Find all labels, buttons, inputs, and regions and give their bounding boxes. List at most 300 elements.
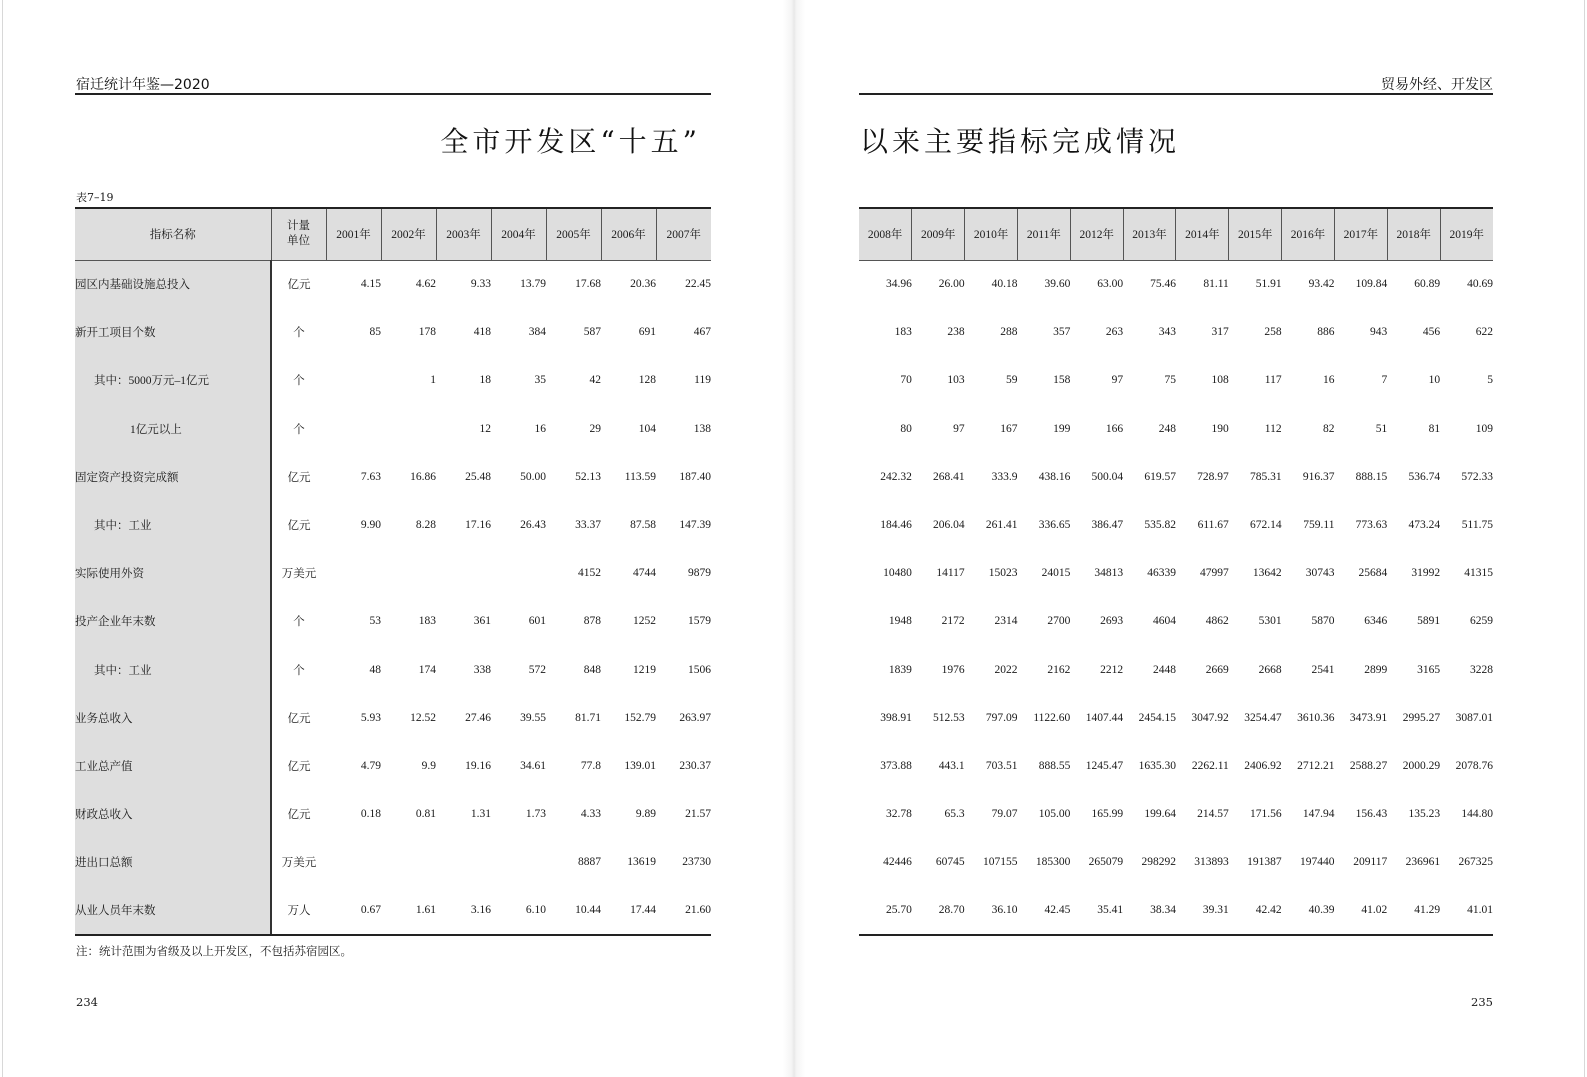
value-cell: 572 bbox=[528, 663, 546, 676]
unit-cell: 亿元 bbox=[287, 520, 311, 533]
value-cell: 267325 bbox=[1458, 856, 1493, 869]
value-cell: 622 bbox=[1475, 326, 1493, 339]
value-cell: 4.33 bbox=[580, 808, 601, 821]
value-cell: 536.74 bbox=[1408, 470, 1441, 483]
value-cell: 147.94 bbox=[1302, 808, 1335, 821]
value-cell: 611.67 bbox=[1197, 519, 1229, 532]
value-cell: 199 bbox=[1053, 422, 1071, 435]
indicator-name: 固定资产投资完成额 bbox=[75, 453, 271, 501]
value-cell: 48 bbox=[369, 663, 381, 676]
indicator-name: 业务总收入 bbox=[75, 694, 271, 742]
year-header: 2002年 bbox=[381, 208, 436, 260]
year-header: 2015年 bbox=[1229, 208, 1282, 260]
value-cell: 119 bbox=[694, 374, 711, 387]
table-row bbox=[859, 838, 1493, 886]
table-number: 表7–19 bbox=[76, 191, 114, 204]
value-cell bbox=[326, 356, 381, 404]
value-cell: 373.88 bbox=[880, 759, 912, 772]
value-cell: 7 bbox=[1381, 374, 1388, 387]
unit-cell: 个 bbox=[293, 327, 305, 340]
unit-cell: 万人 bbox=[271, 886, 326, 934]
value-cell: 691 bbox=[638, 326, 656, 339]
value-cell: 16 bbox=[534, 422, 546, 435]
value-cell: 2899 bbox=[1364, 663, 1388, 676]
value-cell: 3047.92 bbox=[1191, 711, 1229, 724]
table-row bbox=[859, 501, 1493, 549]
value-cell: 288 bbox=[1000, 326, 1018, 339]
table-row bbox=[75, 308, 711, 356]
value-cell: 473.24 bbox=[1408, 519, 1441, 532]
table-row bbox=[75, 597, 711, 645]
value-cell: 104 bbox=[638, 422, 656, 435]
value-cell: 8887 bbox=[578, 856, 601, 869]
value-cell: 59 bbox=[1005, 374, 1018, 387]
value-cell: 109.84 bbox=[1355, 278, 1388, 291]
value-cell: 53 bbox=[369, 615, 381, 628]
year-header: 2008年 bbox=[859, 208, 912, 260]
value-cell: 108 bbox=[1211, 374, 1229, 387]
table-row bbox=[75, 405, 711, 453]
value-cell: 167 bbox=[1000, 422, 1018, 435]
value-cell: 40.69 bbox=[1467, 278, 1493, 291]
value-cell: 39.60 bbox=[1044, 278, 1071, 291]
value-cell: 25.70 bbox=[859, 886, 912, 934]
value-cell: 35.41 bbox=[1070, 886, 1123, 934]
value-cell: 2262.11 bbox=[1191, 759, 1229, 772]
unit-cell: 万美元 bbox=[281, 568, 317, 581]
indicator-name: 其中：5000万元–1亿元 bbox=[75, 356, 271, 404]
indicator-name: 其中：工业 bbox=[75, 501, 271, 549]
unit-cell: 亿元 bbox=[287, 471, 311, 484]
value-cell: 60745 bbox=[935, 856, 965, 869]
table-row bbox=[859, 549, 1493, 597]
value-cell: 0.67 bbox=[326, 886, 381, 934]
value-cell: 103 bbox=[947, 374, 965, 387]
value-cell: 1948 bbox=[888, 615, 912, 628]
value-cell: 17.68 bbox=[575, 278, 601, 291]
value-cell: 209117 bbox=[1353, 856, 1388, 869]
unit-cell: 亿元 bbox=[287, 760, 311, 773]
value-cell: 8.28 bbox=[415, 519, 436, 532]
value-cell: 41.29 bbox=[1387, 886, 1440, 934]
table-row bbox=[75, 790, 711, 838]
value-cell: 23730 bbox=[682, 856, 711, 869]
value-cell: 248 bbox=[1158, 422, 1176, 435]
value-cell: 75.46 bbox=[1150, 278, 1176, 291]
value-cell bbox=[491, 838, 546, 886]
value-cell: 384 bbox=[528, 326, 546, 339]
value-cell: 79.07 bbox=[991, 808, 1018, 821]
value-cell: 773.63 bbox=[1355, 519, 1388, 532]
value-cell: 888.15 bbox=[1355, 470, 1388, 483]
value-cell: 6346 bbox=[1364, 615, 1388, 628]
value-cell: 298292 bbox=[1141, 856, 1176, 869]
value-cell: 9.90 bbox=[360, 519, 381, 532]
value-cell: 21.60 bbox=[656, 886, 711, 934]
value-cell: 39.55 bbox=[520, 711, 546, 724]
value-cell: 25684 bbox=[1358, 567, 1388, 580]
value-cell: 17.44 bbox=[601, 886, 656, 934]
table-row bbox=[859, 790, 1493, 838]
table-row bbox=[859, 453, 1493, 501]
value-cell bbox=[326, 838, 381, 886]
header-unit-label: 计量单位 bbox=[287, 220, 310, 248]
data-table-left bbox=[75, 207, 711, 936]
title-right-part: 以来主要指标完成情况 bbox=[860, 125, 1181, 158]
value-cell: 3228 bbox=[1470, 663, 1493, 676]
value-cell: 258 bbox=[1264, 326, 1282, 339]
value-cell: 759.11 bbox=[1303, 519, 1335, 532]
value-cell: 77.8 bbox=[580, 759, 601, 772]
table-row bbox=[75, 549, 711, 597]
table-footnote: 注：统计范围为省级及以上开发区，不包括苏宿园区。 bbox=[76, 944, 352, 958]
value-cell: 2162 bbox=[1047, 663, 1071, 676]
value-cell: 41.02 bbox=[1334, 886, 1387, 934]
value-cell: 60.89 bbox=[1414, 278, 1441, 291]
value-cell: 619.57 bbox=[1144, 470, 1176, 483]
value-cell: 36.10 bbox=[965, 886, 1018, 934]
value-cell: 87.58 bbox=[630, 519, 656, 532]
value-cell: 183 bbox=[418, 615, 436, 628]
indicator-name: 进出口总额 bbox=[75, 838, 271, 886]
value-cell: 1.31 bbox=[470, 808, 491, 821]
value-cell: 1976 bbox=[941, 663, 965, 676]
value-cell: 107155 bbox=[982, 856, 1018, 869]
value-cell: 2995.27 bbox=[1402, 711, 1441, 724]
table-row bbox=[859, 356, 1493, 404]
value-cell: 5.93 bbox=[360, 711, 381, 724]
page-number-right: 235 bbox=[1471, 995, 1493, 1009]
value-cell: 886 bbox=[1317, 326, 1335, 339]
value-cell: 17.16 bbox=[465, 519, 491, 532]
value-cell: 40.39 bbox=[1282, 886, 1335, 934]
value-cell: 242.32 bbox=[880, 470, 912, 483]
value-cell: 3610.36 bbox=[1297, 711, 1335, 724]
value-cell: 18 bbox=[479, 374, 491, 387]
value-cell: 418 bbox=[473, 326, 491, 339]
value-cell: 41315 bbox=[1464, 567, 1493, 580]
value-cell: 728.97 bbox=[1197, 470, 1229, 483]
value-cell: 4152 bbox=[578, 567, 601, 580]
value-cell: 206.04 bbox=[933, 519, 965, 532]
value-cell: 1.61 bbox=[381, 886, 436, 934]
indicator-name: 工业总产值 bbox=[75, 742, 271, 790]
value-cell: 97 bbox=[1111, 374, 1124, 387]
value-cell bbox=[491, 549, 546, 597]
value-cell: 12.52 bbox=[410, 711, 436, 724]
value-cell: 587 bbox=[583, 326, 601, 339]
value-cell: 268.41 bbox=[933, 470, 965, 483]
value-cell: 13642 bbox=[1252, 567, 1282, 580]
value-cell: 3.16 bbox=[436, 886, 491, 934]
value-cell: 15023 bbox=[988, 567, 1018, 580]
value-cell: 34.61 bbox=[520, 759, 546, 772]
value-cell: 5891 bbox=[1417, 615, 1441, 628]
value-cell: 2000.29 bbox=[1402, 759, 1441, 772]
value-cell: 3165 bbox=[1417, 663, 1441, 676]
value-cell: 9879 bbox=[688, 567, 711, 580]
value-cell: 80 bbox=[900, 422, 912, 435]
value-cell: 6.10 bbox=[491, 886, 546, 934]
table-row bbox=[75, 886, 711, 934]
table-row bbox=[75, 260, 711, 308]
year-header: 2001年 bbox=[326, 208, 381, 260]
value-cell: 1506 bbox=[688, 663, 711, 676]
value-cell bbox=[381, 838, 436, 886]
value-cell: 16.86 bbox=[410, 470, 436, 483]
indicator-name: 园区内基础设施总投入 bbox=[75, 260, 271, 308]
value-cell: 3473.91 bbox=[1349, 711, 1388, 724]
value-cell: 21.57 bbox=[685, 808, 711, 821]
indicator-name: 投产企业年末数 bbox=[75, 597, 271, 645]
value-cell: 41.01 bbox=[1440, 886, 1493, 934]
value-cell: 1122.60 bbox=[1033, 711, 1071, 724]
left-page-edge bbox=[2, 0, 3, 1077]
value-cell: 171.56 bbox=[1250, 808, 1282, 821]
value-cell: 50.00 bbox=[520, 470, 546, 483]
right-running-head: 贸易外经、开发区 bbox=[1381, 77, 1493, 93]
value-cell: 19.16 bbox=[465, 759, 491, 772]
value-cell: 191387 bbox=[1247, 856, 1282, 869]
left-head-rule bbox=[75, 93, 711, 95]
value-cell: 9.89 bbox=[635, 808, 656, 821]
value-cell: 26.43 bbox=[520, 519, 546, 532]
value-cell: 214.57 bbox=[1197, 808, 1229, 821]
year-header: 2004年 bbox=[491, 208, 546, 260]
right-page-edge bbox=[1584, 0, 1585, 1077]
value-cell: 14117 bbox=[936, 567, 965, 580]
value-cell: 5 bbox=[1487, 374, 1493, 387]
value-cell: 456 bbox=[1422, 326, 1441, 339]
value-cell: 1407.44 bbox=[1085, 711, 1124, 724]
value-cell: 703.51 bbox=[985, 759, 1018, 772]
value-cell: 20.36 bbox=[630, 278, 656, 291]
value-cell: 138 bbox=[693, 422, 711, 435]
indicator-name: 新开工项目个数 bbox=[75, 308, 271, 356]
indicator-name: 实际使用外资 bbox=[75, 549, 271, 597]
value-cell: 2588.27 bbox=[1349, 759, 1388, 772]
value-cell: 42 bbox=[589, 374, 601, 387]
value-cell: 152.79 bbox=[624, 711, 656, 724]
year-header: 2010年 bbox=[965, 208, 1018, 260]
value-cell: 848 bbox=[583, 663, 601, 676]
value-cell: 197440 bbox=[1299, 856, 1335, 869]
value-cell: 785.31 bbox=[1250, 470, 1282, 483]
value-cell: 878 bbox=[583, 615, 601, 628]
value-cell: 2668 bbox=[1258, 663, 1282, 676]
value-cell: 16 bbox=[1322, 374, 1335, 387]
value-cell: 42.42 bbox=[1229, 886, 1282, 934]
unit-cell: 个 bbox=[293, 616, 305, 629]
value-cell: 70 bbox=[900, 374, 912, 387]
value-cell: 63.00 bbox=[1097, 278, 1124, 291]
title-left-part: 全市开发区“十五” bbox=[440, 125, 701, 158]
value-cell: 338 bbox=[473, 663, 491, 676]
value-cell: 467 bbox=[693, 326, 711, 339]
value-cell: 139.01 bbox=[624, 759, 656, 772]
value-cell: 2693 bbox=[1100, 615, 1124, 628]
left-running-head: 宿迁统计年鉴—2020 bbox=[76, 77, 210, 93]
value-cell: 135.23 bbox=[1408, 808, 1441, 821]
value-cell: 190 bbox=[1211, 422, 1229, 435]
value-cell: 236961 bbox=[1405, 856, 1441, 869]
value-cell: 156.43 bbox=[1355, 808, 1388, 821]
year-header: 2012年 bbox=[1070, 208, 1123, 260]
value-cell: 144.80 bbox=[1461, 808, 1493, 821]
value-cell: 313893 bbox=[1194, 856, 1229, 869]
value-cell: 184.46 bbox=[880, 519, 912, 532]
value-cell: 535.82 bbox=[1144, 519, 1176, 532]
value-cell: 1252 bbox=[633, 615, 656, 628]
year-header: 2009年 bbox=[912, 208, 965, 260]
unit-cell: 个 bbox=[293, 664, 305, 677]
value-cell: 5301 bbox=[1258, 615, 1282, 628]
value-cell: 797.09 bbox=[985, 711, 1018, 724]
value-cell bbox=[326, 405, 381, 453]
year-header: 2013年 bbox=[1123, 208, 1176, 260]
year-header: 2006年 bbox=[601, 208, 656, 260]
value-cell: 1245.47 bbox=[1085, 759, 1124, 772]
value-cell: 1579 bbox=[688, 615, 711, 628]
value-cell: 4862 bbox=[1205, 615, 1229, 628]
table-row bbox=[75, 453, 711, 501]
value-cell: 22.45 bbox=[685, 278, 711, 291]
value-cell: 943 bbox=[1370, 326, 1388, 339]
value-cell: 2022 bbox=[994, 663, 1018, 676]
value-cell: 230.37 bbox=[679, 759, 711, 772]
value-cell: 2212 bbox=[1100, 663, 1124, 676]
value-cell: 263 bbox=[1105, 326, 1124, 339]
value-cell: 82 bbox=[1322, 422, 1335, 435]
value-cell: 317 bbox=[1211, 326, 1229, 339]
value-cell: 158 bbox=[1053, 374, 1071, 387]
year-header: 2007年 bbox=[656, 208, 711, 260]
year-header: 2014年 bbox=[1176, 208, 1229, 260]
value-cell: 438.16 bbox=[1038, 470, 1071, 483]
value-cell: 187.40 bbox=[679, 470, 711, 483]
value-cell: 1 bbox=[430, 374, 436, 387]
value-cell: 2314 bbox=[994, 615, 1018, 628]
value-cell: 128 bbox=[638, 374, 656, 387]
table-row bbox=[859, 260, 1493, 308]
value-cell: 33.37 bbox=[575, 519, 601, 532]
year-header: 2017年 bbox=[1334, 208, 1387, 260]
table-header-row bbox=[859, 208, 1493, 260]
value-cell: 10 bbox=[1428, 374, 1441, 387]
year-header: 2003年 bbox=[436, 208, 491, 260]
year-header: 2005年 bbox=[546, 208, 601, 260]
value-cell: 238 bbox=[947, 326, 965, 339]
table-row bbox=[75, 501, 711, 549]
value-cell: 32.78 bbox=[885, 808, 912, 821]
unit-cell: 个 bbox=[293, 375, 305, 388]
value-cell bbox=[436, 838, 491, 886]
table-row bbox=[75, 356, 711, 404]
value-cell: 81.11 bbox=[1203, 278, 1229, 291]
year-header: 2019年 bbox=[1440, 208, 1493, 260]
value-cell bbox=[436, 549, 491, 597]
value-cell: 105.00 bbox=[1038, 808, 1071, 821]
value-cell: 35 bbox=[534, 374, 546, 387]
indicator-name: 其中：工业 bbox=[75, 646, 271, 694]
value-cell: 42446 bbox=[883, 856, 912, 869]
value-cell: 2172 bbox=[941, 615, 965, 628]
table-row bbox=[859, 646, 1493, 694]
value-cell: 3087.01 bbox=[1455, 711, 1493, 724]
value-cell bbox=[381, 405, 436, 453]
unit-cell: 亿元 bbox=[287, 279, 311, 292]
value-cell: 81.71 bbox=[575, 711, 601, 724]
table-row bbox=[859, 597, 1493, 645]
value-cell: 1839 bbox=[888, 663, 912, 676]
unit-cell: 万美元 bbox=[281, 857, 317, 870]
value-cell: 28.70 bbox=[912, 886, 965, 934]
value-cell: 38.34 bbox=[1123, 886, 1176, 934]
value-cell: 24015 bbox=[1041, 567, 1071, 580]
value-cell: 386.47 bbox=[1091, 519, 1124, 532]
year-header: 2016年 bbox=[1282, 208, 1335, 260]
value-cell: 85 bbox=[369, 326, 381, 339]
value-cell: 572.33 bbox=[1461, 470, 1493, 483]
value-cell: 9.9 bbox=[421, 759, 436, 772]
unit-cell: 个 bbox=[293, 423, 305, 436]
value-cell: 336.65 bbox=[1038, 519, 1071, 532]
value-cell: 65.3 bbox=[944, 808, 965, 821]
value-cell: 357 bbox=[1053, 326, 1071, 339]
value-cell: 2454.15 bbox=[1138, 711, 1176, 724]
value-cell: 12 bbox=[479, 422, 491, 435]
value-cell: 2712.21 bbox=[1297, 759, 1335, 772]
value-cell: 178 bbox=[418, 326, 436, 339]
value-cell: 165.99 bbox=[1091, 808, 1124, 821]
value-cell: 2669 bbox=[1205, 663, 1229, 676]
value-cell: 672.14 bbox=[1250, 519, 1282, 532]
value-cell: 361 bbox=[473, 615, 491, 628]
value-cell: 34813 bbox=[1094, 567, 1124, 580]
value-cell bbox=[326, 549, 381, 597]
value-cell bbox=[381, 549, 436, 597]
table-row bbox=[75, 838, 711, 886]
value-cell: 51.91 bbox=[1255, 278, 1282, 291]
value-cell: 0.18 bbox=[360, 808, 381, 821]
value-cell: 25.48 bbox=[465, 470, 491, 483]
value-cell: 2448 bbox=[1152, 663, 1176, 676]
table-row bbox=[859, 308, 1493, 356]
value-cell: 46339 bbox=[1147, 567, 1176, 580]
value-cell: 174 bbox=[418, 663, 436, 676]
page-number-left: 234 bbox=[76, 995, 98, 1009]
value-cell: 10480 bbox=[883, 567, 912, 580]
value-cell: 51 bbox=[1375, 422, 1388, 435]
value-cell: 7.63 bbox=[360, 470, 381, 483]
value-cell: 6259 bbox=[1470, 615, 1493, 628]
value-cell: 512.53 bbox=[933, 711, 965, 724]
value-cell: 500.04 bbox=[1091, 470, 1124, 483]
value-cell: 97 bbox=[953, 422, 965, 435]
value-cell: 117 bbox=[1264, 374, 1282, 387]
value-cell: 109 bbox=[1475, 422, 1493, 435]
value-cell: 93.42 bbox=[1308, 278, 1335, 291]
value-cell: 916.37 bbox=[1302, 470, 1335, 483]
value-cell: 31992 bbox=[1411, 567, 1441, 580]
table-header-row bbox=[75, 208, 711, 260]
table-row bbox=[859, 886, 1493, 934]
book-gutter bbox=[783, 0, 805, 1077]
value-cell: 443.1 bbox=[938, 759, 965, 772]
value-cell: 5870 bbox=[1311, 615, 1335, 628]
value-cell: 9.33 bbox=[470, 278, 491, 291]
indicator-name: 1亿元以上 bbox=[75, 405, 271, 453]
